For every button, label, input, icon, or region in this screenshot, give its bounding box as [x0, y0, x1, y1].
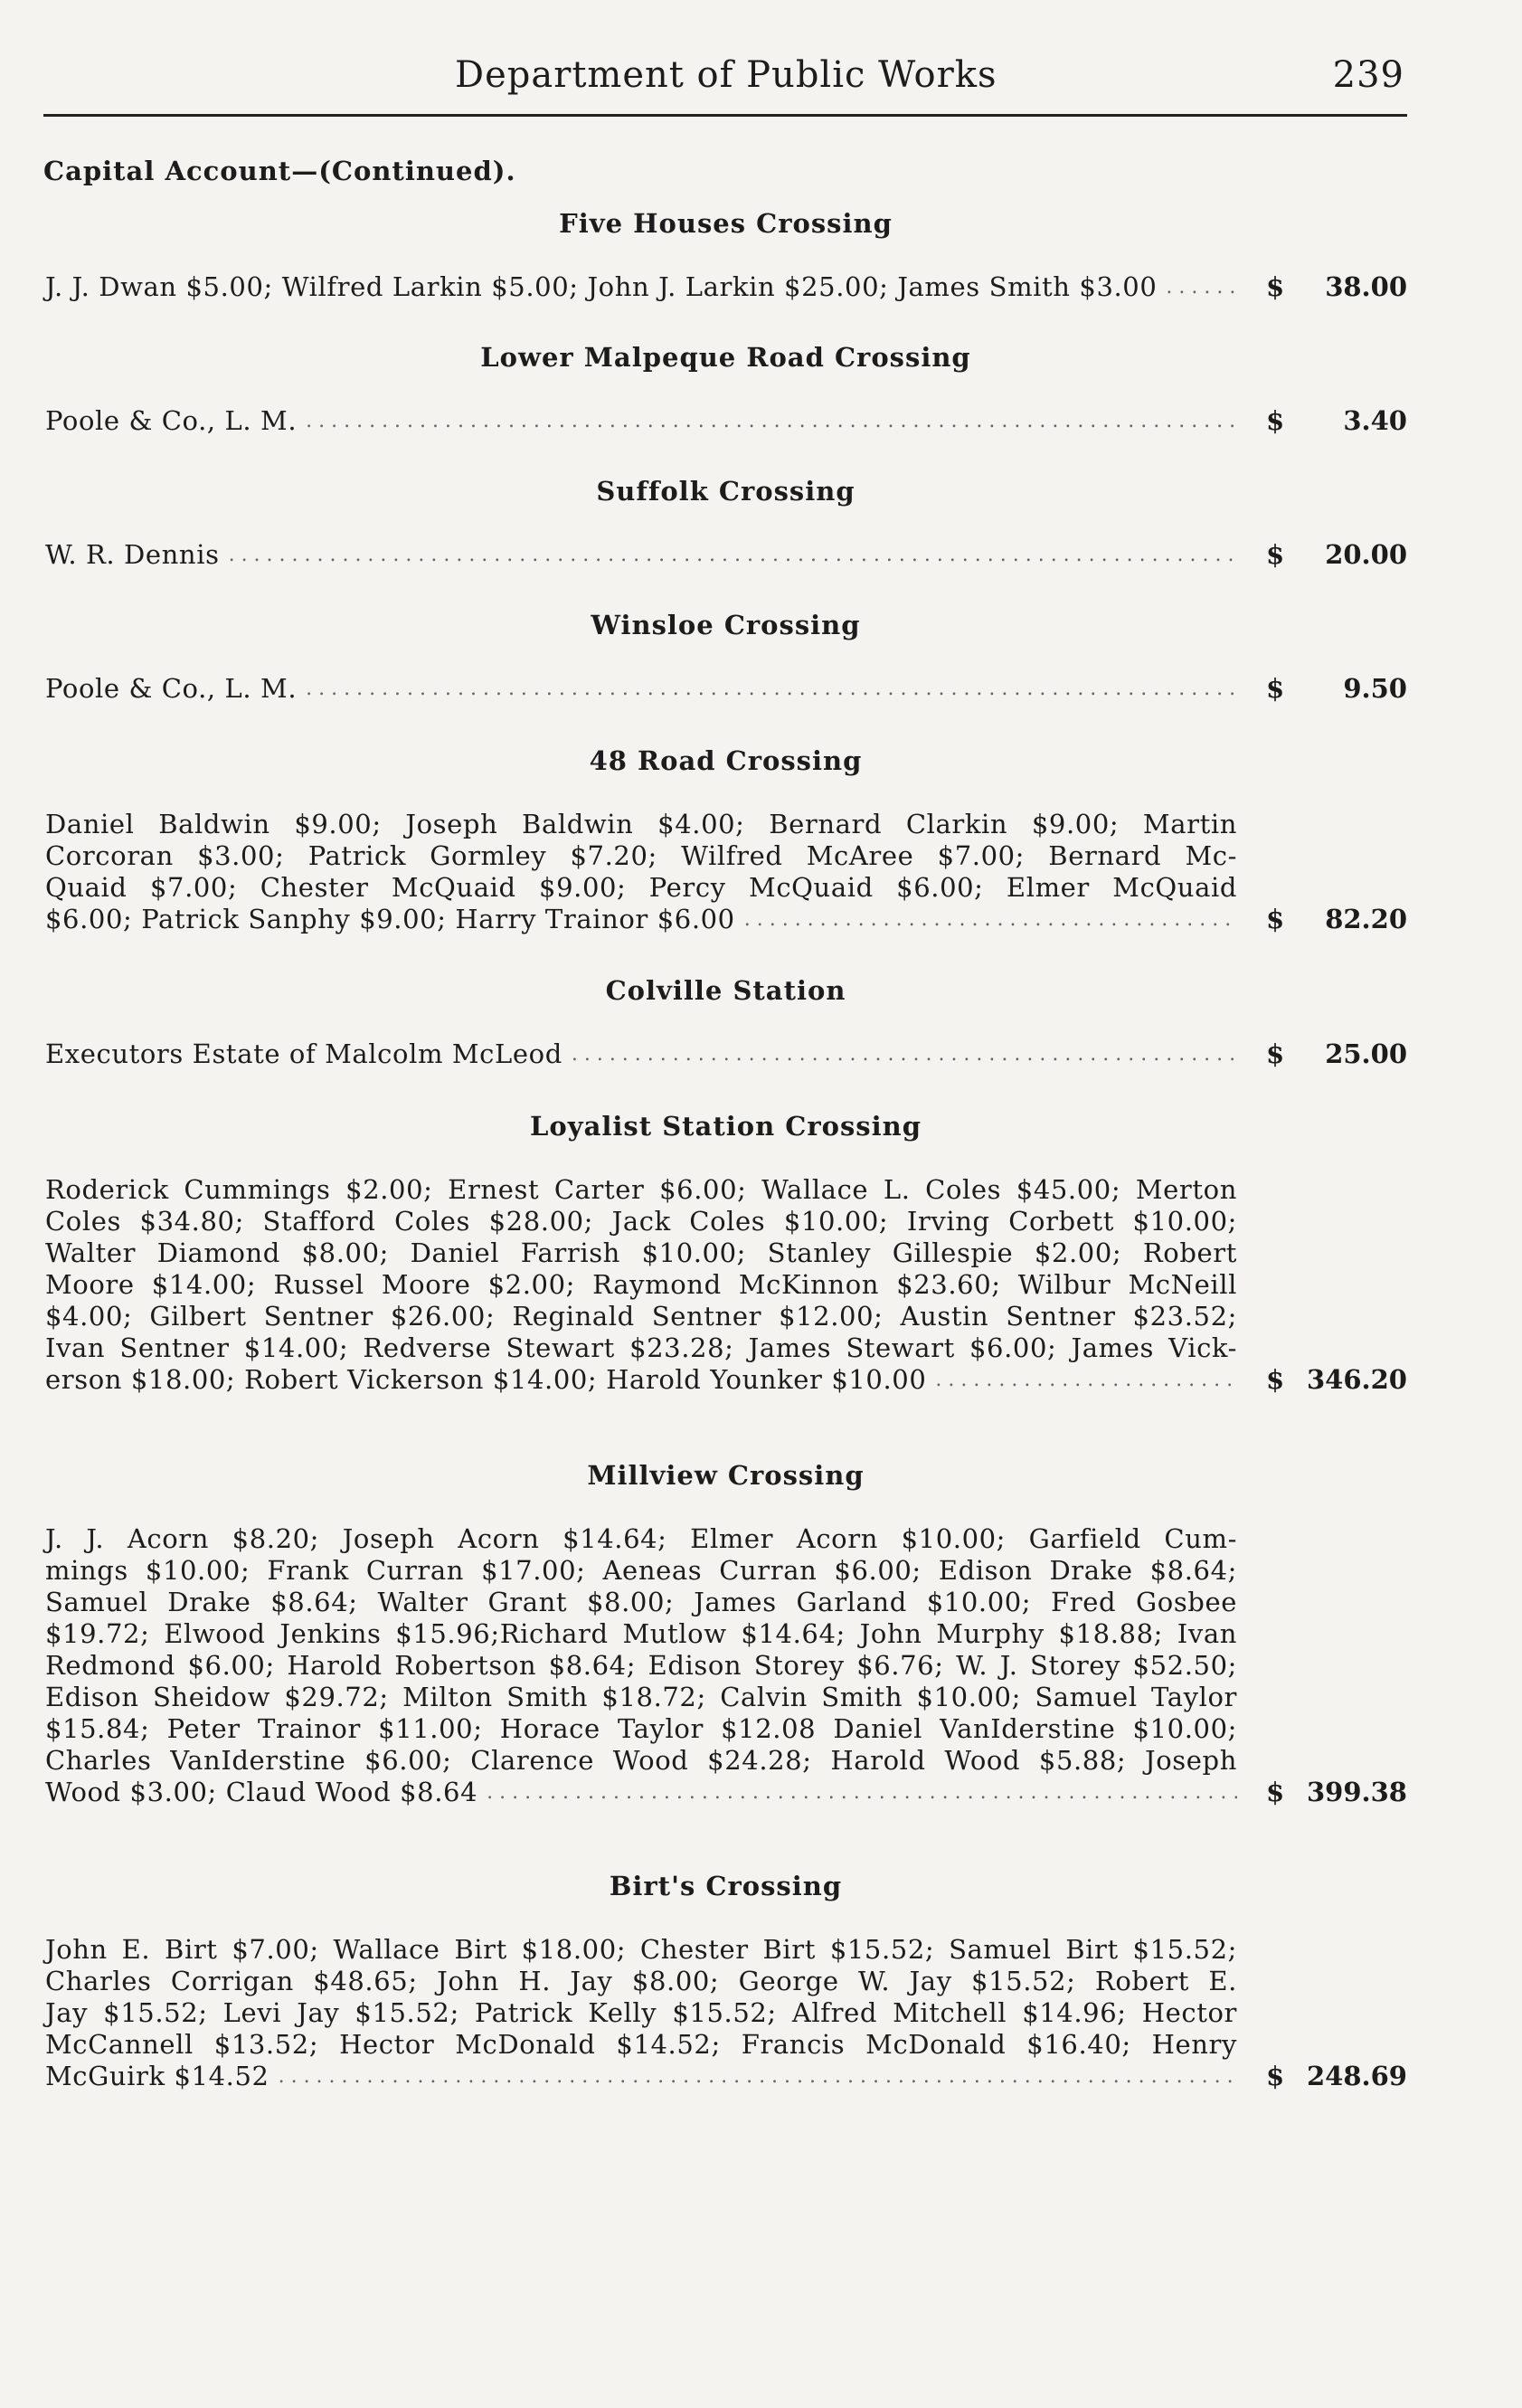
entry-line: Walter Diamond $8.00; Daniel Farrish $10.00; Stanley Gillespie $2.00; Robert [45, 1237, 1237, 1268]
section-heading: Loyalist Station Crossing [529, 1111, 922, 1142]
dot-leader [744, 904, 1237, 935]
dot-leader [306, 673, 1237, 705]
currency-sign: $ [1266, 405, 1285, 436]
entry-text: McGuirk $14.52 [45, 2061, 269, 2091]
section-entries [45, 1934, 1237, 2092]
entry-text: $6.00; Patrick Sanphy $9.00; Harry Trainor $6.00 [45, 904, 735, 934]
section-total: 82.20 [1325, 904, 1407, 934]
running-title: Department of Public Works [455, 54, 997, 96]
section-entries [45, 673, 1237, 705]
entry-line: Daniel Baldwin $9.00; Joseph Baldwin $4.00; Bernard Clarkin $9.00; Martin [45, 809, 1237, 839]
section-entries [45, 1523, 1237, 1808]
entry-line: $4.00; Gilbert Sentner $26.00; Reginald Sentner $12.00; Austin Sentner $23.52; [45, 1301, 1237, 1332]
entry-line [45, 2061, 1237, 2092]
entry-line [45, 1038, 1237, 1070]
entry-line [45, 405, 1237, 437]
entry-line: J. J. Acorn $8.20; Joseph Acorn $14.64; Elmer Acorn $10.00; Garfield Cum- [45, 1523, 1237, 1554]
section-heading: Millview Crossing [587, 1460, 865, 1491]
dot-leader [1166, 271, 1237, 303]
currency-sign: $ [1266, 271, 1285, 302]
entry-line: Ivan Sentner $14.00; Redverse Stewart $23.28; James Stewart $6.00; James Vick- [45, 1332, 1237, 1363]
currency-sign: $ [1266, 539, 1285, 570]
section-heading: Colville Station [605, 975, 846, 1006]
entry-text: Poole & Co., L. M. [45, 673, 298, 704]
entry-text: Executors Estate of Malcolm McLeod [45, 1038, 562, 1069]
entry-line [45, 271, 1237, 303]
dot-leader [279, 2061, 1237, 2092]
entry-line: John E. Birt $7.00; Wallace Birt $18.00; Chester Birt $15.52; Samuel Birt $15.52; [45, 1934, 1237, 1965]
currency-sign: $ [1266, 2061, 1285, 2091]
section-entries [45, 1174, 1237, 1396]
dot-leader [935, 1364, 1237, 1396]
entry-text: J. J. Dwan $5.00; Wilfred Larkin $5.00; John J. Larkin $25.00; James Smith $3.00 [45, 271, 1158, 302]
entry-line: mings $10.00; Frank Curran $17.00; Aeneas Curran $6.00; Edison Drake $8.64; [45, 1555, 1237, 1586]
entry-line: $19.72; Elwood Jenkins $15.96;Richard Mutlow $14.64; John Murphy $18.88; Ivan [45, 1618, 1237, 1649]
currency-sign: $ [1266, 1038, 1285, 1069]
header-rule [43, 114, 1407, 117]
entry-line [45, 1777, 1237, 1808]
section-total: 25.00 [1325, 1038, 1407, 1069]
entry-line [45, 1364, 1237, 1396]
section-heading: Birt's Crossing [609, 1871, 843, 1901]
entry-line: Coles $34.80; Stafford Coles $28.00; Jack Coles $10.00; Irving Corbett $10.00; [45, 1206, 1237, 1237]
currency-sign: $ [1266, 1777, 1285, 1807]
entry-line [45, 904, 1237, 935]
section-entries [45, 1038, 1237, 1070]
entry-line: Charles Corrigan $48.65; John H. Jay $8.00; George W. Jay $15.52; Robert E. [45, 1966, 1237, 1996]
section-heading: Lower Malpeque Road Crossing [480, 342, 971, 373]
entry-line: Charles VanIderstine $6.00; Clarence Wood $24.28; Harold Wood $5.88; Joseph [45, 1745, 1237, 1776]
entry-line: Roderick Cummings $2.00; Ernest Carter $6.00; Wallace L. Coles $45.00; Merton [45, 1174, 1237, 1205]
entry-line [45, 673, 1237, 705]
dot-leader [229, 539, 1237, 571]
section-heading: 48 Road Crossing [589, 745, 863, 776]
entry-text: Wood $3.00; Claud Wood $8.64 [45, 1777, 478, 1807]
entry-line: Edison Sheidow $29.72; Milton Smith $18.72; Calvin Smith $10.00; Samuel Taylor [45, 1682, 1237, 1712]
section-total: 346.20 [1307, 1364, 1407, 1395]
section-heading: Winsloe Crossing [591, 610, 861, 640]
currency-sign: $ [1266, 904, 1285, 934]
entry-line [45, 539, 1237, 571]
currency-sign: $ [1266, 1364, 1285, 1395]
dot-leader [572, 1038, 1237, 1070]
section-total: 3.40 [1343, 405, 1407, 436]
dot-leader [487, 1777, 1237, 1808]
section-entries [45, 405, 1237, 437]
currency-sign: $ [1266, 673, 1285, 704]
entry-text: W. R. Dennis [45, 539, 220, 570]
dot-leader [306, 405, 1237, 437]
page-header [43, 47, 1404, 110]
capital-account-heading: Capital Account—(Continued). [43, 156, 516, 186]
section-entries [45, 271, 1237, 303]
page-number: 239 [1332, 54, 1404, 96]
section-entries [45, 539, 1237, 571]
section-total: 20.00 [1325, 539, 1407, 570]
entry-text: Poole & Co., L. M. [45, 405, 298, 436]
section-total: 38.00 [1325, 271, 1407, 302]
entry-line: Quaid $7.00; Chester McQuaid $9.00; Percy McQuaid $6.00; Elmer McQuaid [45, 872, 1237, 903]
section-total: 9.50 [1343, 673, 1407, 704]
entry-line: Corcoran $3.00; Patrick Gormley $7.20; Wilfred McAree $7.00; Bernard Mc- [45, 840, 1237, 871]
entry-line: Redmond $6.00; Harold Robertson $8.64; Edison Storey $6.76; W. J. Storey $52.50; [45, 1650, 1237, 1681]
entry-line: Moore $14.00; Russel Moore $2.00; Raymond McKinnon $23.60; Wilbur McNeill [45, 1269, 1237, 1300]
entry-line: McCannell $13.52; Hector McDonald $14.52; Francis McDonald $16.40; Henry [45, 2029, 1237, 2060]
section-heading: Suffolk Crossing [596, 476, 856, 507]
section-total: 248.69 [1307, 2061, 1407, 2091]
section-heading: Five Houses Crossing [559, 208, 893, 239]
entry-line: Jay $15.52; Levi Jay $15.52; Patrick Kelly $15.52; Alfred Mitchell $14.96; Hector [45, 1997, 1237, 2028]
entry-text: erson $18.00; Robert Vickerson $14.00; Harold Younker $10.00 [45, 1364, 927, 1395]
section-total: 399.38 [1307, 1777, 1407, 1807]
entry-line: $15.84; Peter Trainor $11.00; Horace Taylor $12.08 Daniel VanIderstine $10.00; [45, 1713, 1237, 1744]
section-entries [45, 809, 1237, 935]
entry-line: Samuel Drake $8.64; Walter Grant $8.00; James Garland $10.00; Fred Gosbee [45, 1587, 1237, 1617]
